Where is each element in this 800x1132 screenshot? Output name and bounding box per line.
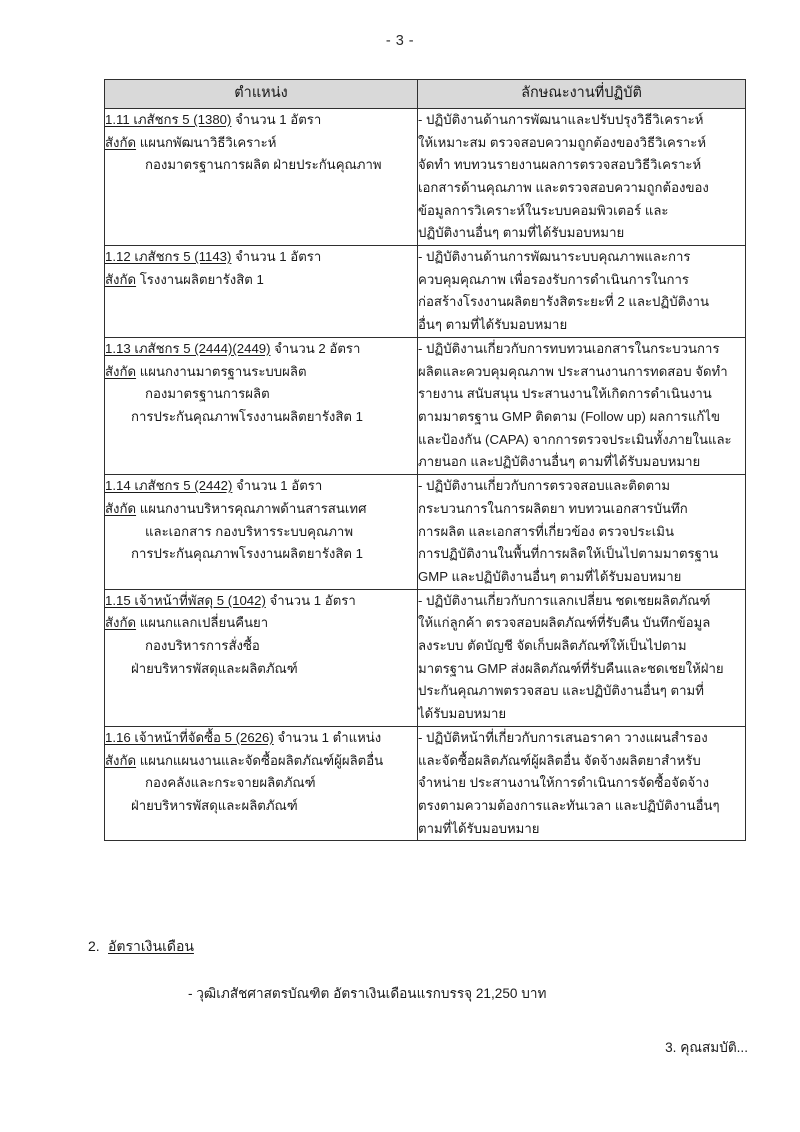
position-code: 1.14 เภสัชกร 5 (2442) bbox=[105, 478, 233, 494]
position-code: 1.16 เจ้าหน้าที่จัดซื้อ 5 (2626) bbox=[105, 729, 274, 745]
position-title-line bbox=[105, 727, 417, 750]
salary-section-number: 2. bbox=[88, 938, 100, 954]
position-count: จำนวน 1 อัตรา bbox=[231, 111, 322, 127]
duty-line: GMP และปฏิบัติงานอื่นๆ ตามที่ได้รับมอบหมาย bbox=[418, 568, 682, 584]
table-row bbox=[105, 589, 746, 726]
salary-detail-line: - วุฒิเภสัชศาสตรบัณฑิต อัตราเงินเดือนแรกบรรจุ 21,250 บาท bbox=[188, 986, 547, 1001]
affiliation-label: สังกัด bbox=[105, 134, 137, 150]
duty-line: ก่อสร้างโรงงานผลิตยารังสิตระยะที่ 2 และปฏิบัติงาน bbox=[418, 294, 710, 310]
affiliation-line bbox=[105, 750, 417, 773]
salary-heading-text: อัตราเงินเดือน bbox=[108, 938, 194, 954]
duty-line: จัดทำ ทบทวนรายงานผลการตรวจสอบวิธีวิเคราะห์ bbox=[418, 157, 702, 173]
duty-line: การผลิต และเอกสารที่เกี่ยวข้อง ตรวจประเมิน bbox=[418, 523, 675, 539]
affiliation-line bbox=[105, 612, 417, 635]
affiliation-sub-line: กองมาตรฐานการผลิต bbox=[145, 386, 270, 402]
duty-line: ควบคุมคุณภาพ เพื่อรองรับการดำเนินการในการ bbox=[418, 271, 690, 287]
column-header-duties: ลักษณะงานที่ปฏิบัติ bbox=[418, 80, 746, 109]
table-header-row bbox=[105, 80, 746, 109]
duty-line: และจัดซื้อผลิตภัณฑ์ผู้ผลิตอื่น จัดจ้างผลิตยาสำหรับ bbox=[418, 752, 701, 768]
affiliation-value: แผนกแผนงานและจัดซื้อผลิตภัณฑ์ผู้ผลิตอื่น bbox=[136, 752, 384, 768]
position-title-line bbox=[105, 590, 417, 613]
duty-line: และป้องกัน (CAPA) จากการตรวจประเมินทั้งภายในและ bbox=[418, 431, 732, 447]
affiliation-sub-line: กองบริหารการสั่งซื้อ bbox=[145, 638, 260, 654]
position-title-line bbox=[105, 338, 417, 361]
column-header-position: ตำแหน่ง bbox=[105, 80, 418, 109]
affiliation-value: โรงงานผลิตยารังสิต 1 bbox=[136, 271, 264, 287]
position-count: จำนวน 1 อัตรา bbox=[231, 249, 322, 265]
next-section-note: 3. คุณสมบัติ... bbox=[665, 1040, 748, 1055]
page-number: - 3 - bbox=[385, 33, 415, 49]
duty-line: ตามมาตรฐาน GMP ติดตาม (Follow up) ผลการแก้ไข bbox=[418, 408, 720, 424]
position-cell bbox=[105, 475, 418, 590]
duty-line: กระบวนการในการผลิตยา ทบทวนเอกสารบันทึก bbox=[418, 500, 688, 516]
table-row bbox=[105, 337, 746, 474]
affiliation-line bbox=[105, 361, 417, 384]
affiliation-sub-line: กองมาตรฐานการผลิต ฝ่ายประกันคุณภาพ bbox=[145, 157, 382, 173]
position-code: 1.15 เจ้าหน้าที่พัสดุ 5 (1042) bbox=[105, 592, 266, 608]
duty-line: การปฏิบัติงานในพื้นที่การผลิตให้เป็นไปตามมาตรฐาน bbox=[418, 546, 719, 562]
table-row bbox=[105, 726, 746, 841]
duty-line: - ปฏิบัติงานเกี่ยวกับการทบทวนเอกสารในกระบวนการ bbox=[418, 340, 720, 356]
duties-cell bbox=[418, 108, 746, 245]
affiliation-sub-line: ฝ่ายบริหารพัสดุและผลิตภัณฑ์ bbox=[131, 660, 298, 676]
table-row bbox=[105, 246, 746, 338]
duty-line: - ปฏิบัติงานด้านการพัฒนาและปรับปรุงวิธีวิเคราะห์ bbox=[418, 111, 704, 127]
position-code: 1.11 เภสัชกร 5 (1380) bbox=[105, 111, 232, 127]
position-count: จำนวน 1 อัตรา bbox=[265, 592, 356, 608]
affiliation-label: สังกัด bbox=[105, 615, 137, 631]
duty-line: ประกันคุณภาพตรวจสอบ และปฏิบัติงานอื่นๆ ตามที่ bbox=[418, 683, 704, 699]
duty-line: ลงระบบ ตัดบัญชี จัดเก็บผลิตภัณฑ์ให้เป็นไปตาม bbox=[418, 638, 687, 654]
affiliation-sub-line: ฝ่ายบริหารพัสดุและผลิตภัณฑ์ bbox=[131, 797, 298, 813]
affiliation-label: สังกัด bbox=[105, 500, 137, 516]
duty-line: ให้เหมาะสม ตรวจสอบความถูกต้องของวิธีวิเคราะห์ bbox=[418, 134, 707, 150]
affiliation-sub-line: และเอกสาร กองบริหารระบบคุณภาพ bbox=[145, 523, 354, 539]
affiliation-label: สังกัด bbox=[105, 752, 137, 768]
table-row bbox=[105, 108, 746, 245]
duty-line: ได้รับมอบหมาย bbox=[418, 706, 507, 722]
position-cell bbox=[105, 589, 418, 726]
position-title-line bbox=[105, 246, 417, 269]
position-count: จำนวน 1 อัตรา bbox=[232, 478, 323, 494]
duties-cell bbox=[418, 726, 746, 841]
affiliation-line bbox=[105, 269, 417, 292]
affiliation-value: แผนกงานบริหารคุณภาพด้านสารสนเทศ bbox=[136, 500, 367, 516]
position-cell bbox=[105, 108, 418, 245]
duties-cell bbox=[418, 475, 746, 590]
position-cell bbox=[105, 337, 418, 474]
affiliation-sub-line: การประกันคุณภาพโรงงานผลิตยารังสิต 1 bbox=[131, 546, 363, 562]
duty-line: - ปฏิบัติงานเกี่ยวกับการแลกเปลี่ยน ชดเชยผลิตภัณฑ์ bbox=[418, 592, 711, 608]
duty-line: ให้แก่ลูกค้า ตรวจสอบผลิตภัณฑ์ที่รับคืน บันทึกข้อมูล bbox=[418, 615, 711, 631]
position-title-line bbox=[105, 475, 417, 498]
affiliation-value: แผนกงานมาตรฐานระบบผลิต bbox=[136, 363, 307, 379]
duty-line: - ปฏิบัติหน้าที่เกี่ยวกับการเสนอราคา วางแผนสำรอง bbox=[418, 729, 708, 745]
duty-line: รายงาน สนับสนุน ประสานงานให้เกิดการดำเนินงาน bbox=[418, 386, 712, 402]
table-body bbox=[105, 108, 746, 841]
duty-line: ข้อมูลการวิเคราะห์ในระบบคอมพิวเตอร์ และ bbox=[418, 202, 669, 218]
duties-cell bbox=[418, 246, 746, 338]
salary-heading bbox=[88, 936, 748, 958]
position-count: จำนวน 2 อัตรา bbox=[270, 340, 361, 356]
affiliation-value: แผนกพัฒนาวิธีวิเคราะห์ bbox=[136, 134, 277, 150]
table-row bbox=[105, 475, 746, 590]
position-cell bbox=[105, 726, 418, 841]
duty-line: - ปฏิบัติงานเกี่ยวกับการตรวจสอบและติดตาม bbox=[418, 478, 671, 494]
affiliation-sub-line: การประกันคุณภาพโรงงานผลิตยารังสิต 1 bbox=[131, 408, 363, 424]
position-code: 1.12 เภสัชกร 5 (1143) bbox=[105, 249, 232, 265]
duty-line: ตรงตามความต้องการและทันเวลา และปฏิบัติงานอื่นๆ bbox=[418, 797, 720, 813]
position-title-line bbox=[105, 109, 417, 132]
salary-section bbox=[88, 936, 748, 1004]
job-positions-table bbox=[104, 79, 746, 841]
duty-line: เอกสารด้านคุณภาพ และตรวจสอบความถูกต้องของ bbox=[418, 179, 709, 195]
duties-cell bbox=[418, 589, 746, 726]
affiliation-value: แผนกแลกเปลี่ยนคืนยา bbox=[136, 615, 269, 631]
position-count: จำนวน 1 ตำแหน่ง bbox=[273, 729, 382, 745]
duty-line: ปฏิบัติงานอื่นๆ ตามที่ได้รับมอบหมาย bbox=[418, 225, 625, 241]
affiliation-label: สังกัด bbox=[105, 271, 137, 287]
position-cell bbox=[105, 246, 418, 338]
affiliation-sub-line: กองคลังและกระจายผลิตภัณฑ์ bbox=[145, 775, 316, 791]
duty-line: อื่นๆ ตามที่ได้รับมอบหมาย bbox=[418, 317, 568, 333]
duty-line: ภายนอก และปฏิบัติงานอื่นๆ ตามที่ได้รับมอบหมาย bbox=[418, 454, 701, 470]
duty-line: ตามที่ได้รับมอบหมาย bbox=[418, 820, 540, 836]
duty-line: - ปฏิบัติงานด้านการพัฒนาระบบคุณภาพและการ bbox=[418, 249, 691, 265]
duty-line: มาตรฐาน GMP ส่งผลิตภัณฑ์ที่รับคืนและชดเชยให้ฝ่าย bbox=[418, 660, 724, 676]
duty-line: จำหน่าย ประสานงานให้การดำเนินการจัดซื้อจัดจ้าง bbox=[418, 775, 710, 791]
position-code: 1.13 เภสัชกร 5 (2444)(2449) bbox=[105, 340, 271, 356]
affiliation-line bbox=[105, 132, 417, 155]
affiliation-label: สังกัด bbox=[105, 363, 137, 379]
affiliation-line bbox=[105, 498, 417, 521]
duties-cell bbox=[418, 337, 746, 474]
duty-line: ผลิตและควบคุมคุณภาพ ประสานงานการทดสอบ จัดทำ bbox=[418, 363, 728, 379]
